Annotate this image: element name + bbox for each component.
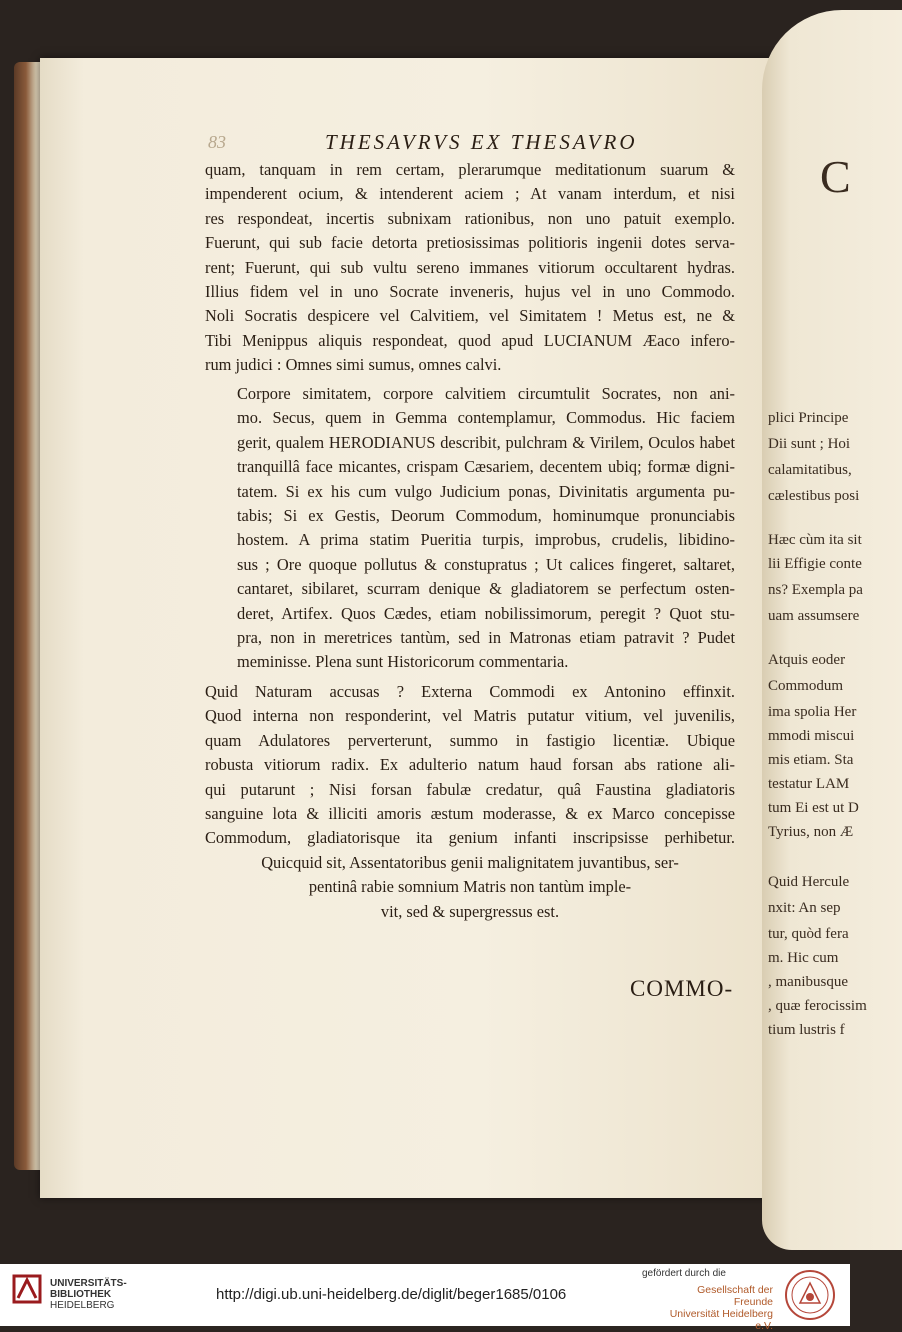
text-line: mo. Secus, quem in Gemma contemplamur, Commodus. Hic faciem bbox=[237, 408, 735, 428]
facing-text-line: Commodum bbox=[768, 678, 844, 694]
text-line: impenderent ocium, & intenderent aciem ; At vanam interdum, et nisi bbox=[205, 184, 735, 204]
text-line: Corpore simitatem, corpore calvitiem circumtulit Socrates, non ani- bbox=[237, 384, 735, 403]
text-line: pentinâ rabie somnium Matris non tantùm imple- bbox=[308, 877, 632, 897]
society-name-line-1: Gesellschaft der Freunde bbox=[697, 1284, 773, 1308]
text-line: tranquillâ face micantes, crispam Cæsariem, decentem ubiq; formæ digni- bbox=[237, 457, 735, 477]
text-line: Quod interna non responderint, vel Matris putatur vitium, vel juvenilis, bbox=[205, 706, 735, 726]
text-line: tabis; Si ex Gestis, Deorum Commodum, hominumque pronunciabis bbox=[237, 505, 735, 525]
text-line: Tibi Menippus aliquis respondeat, quod apud LUCIANUM Æaco infero- bbox=[205, 330, 735, 350]
text-line: robusta vitiorum radix. Ex adulterio natum haud forsan abs ratione ali- bbox=[205, 755, 735, 775]
facing-text-line: plici Principe bbox=[768, 410, 849, 426]
text-line: pra, non in meretrices tantùm, sed in Matronas etiam patravit ? Pudet bbox=[237, 627, 735, 647]
facing-text-line: m. Hic cum bbox=[768, 950, 839, 966]
text-line: vit, sed & supergressus est. bbox=[380, 901, 560, 921]
text-line: Quid Naturam accusas ? Externa Commodi ex Antonino effinxit. bbox=[205, 682, 735, 701]
facing-page bbox=[762, 10, 902, 1250]
society-name bbox=[658, 1284, 773, 1332]
text-line: gerit, qualem HERODIANUS describit, pulchram & Virilem, Oculos habet bbox=[237, 432, 735, 452]
university-library-logo-icon bbox=[12, 1274, 42, 1304]
running-head: THESAVRVS EX THESAVRO bbox=[325, 130, 638, 154]
page-number: 83 bbox=[208, 132, 226, 152]
text-line: Fuerunt, qui sub facie detorta pretiosissimas politioris ingenii dotes serva- bbox=[205, 233, 735, 253]
facing-text-line: calamitatibus, bbox=[768, 462, 852, 478]
text-line: res respondeat, incertis subnixam rationibus, non uno patuit exemplo. bbox=[205, 208, 735, 228]
text-line: Noli Socratis despicere vel Calvitiem, vel Simitatem ! Metus est, ne & bbox=[205, 306, 735, 326]
facing-text-line: ima spolia Her bbox=[768, 704, 857, 720]
text-line: cantaret, sibilaret, scurram denique & gladiatorem se perfectum osten- bbox=[237, 579, 735, 599]
text-line: quam, tanquam in rem certam, plerarumque meditationum suarum & bbox=[205, 160, 735, 179]
funded-by-label: gefördert durch die bbox=[642, 1268, 726, 1279]
facing-initial: C bbox=[820, 151, 851, 202]
facing-text-line: tur, quòd fera bbox=[768, 926, 849, 942]
facing-text-line: ns? Exempla pa bbox=[768, 582, 863, 598]
facing-text-line: mis etiam. Sta bbox=[768, 752, 854, 768]
library-name-line-3: HEIDELBERG bbox=[50, 1300, 115, 1311]
text-line: sus ; Ore quoque pollutus & constupratus ; Ut calices fingeret, saltaret, bbox=[237, 554, 735, 574]
library-name bbox=[50, 1278, 127, 1311]
text-line: tatem. Si ex his cum vulgo Judicium ponas, Divinitatis argumenta pu- bbox=[237, 481, 735, 501]
facing-text-line: , manibusque bbox=[768, 974, 848, 990]
text-line: Illius fidem vel in uno Socrate inveneris, hujus vel in uno Commodo. bbox=[205, 281, 735, 301]
library-name-line-1: UNIVERSITÄTS- bbox=[50, 1278, 127, 1289]
facing-text-line: Dii sunt ; Hoi bbox=[768, 436, 851, 452]
facing-text-line: Quid Hercule bbox=[768, 874, 850, 890]
text-line: deret, Artifex. Quos Cædes, etiam nobilissimorum, peregit ? Quot stu- bbox=[237, 603, 735, 623]
facing-text-line: Atquis eoder bbox=[768, 652, 846, 668]
text-line: hostem. A prima statim Pueritia turpis, improbus, crudelis, libidino- bbox=[237, 530, 735, 550]
facing-text-line: , quæ ferocissim bbox=[768, 998, 867, 1014]
university-seal-icon bbox=[784, 1269, 836, 1321]
text-line: rent; Fuerunt, qui sub vultu sereno immanes vitiorum occultarent hydras. bbox=[205, 257, 735, 277]
facing-text-line: tium lustris f bbox=[768, 1022, 845, 1038]
text-line: qui putarunt ; Nisi forsan fabulæ credatur, quâ Faustina gladiatoris bbox=[205, 779, 735, 799]
text-line: sanguine lota & illiciti amoris æstum moderasse, & ex Marco concepisse bbox=[205, 803, 735, 823]
paragraph-1 bbox=[205, 158, 735, 378]
paragraph-2 bbox=[205, 382, 735, 675]
footer-bar bbox=[0, 1264, 850, 1332]
text-line: rum judici : Omnes simi sumus, omnes calvi. bbox=[205, 355, 502, 375]
text-line: quam Adulatores perverterunt, summo in fastigio licentiæ. Ubique bbox=[205, 730, 735, 750]
text-line: Quicquid sit, Assentatoribus genii malignitatem juvantibus, ser- bbox=[261, 852, 679, 872]
facing-text-line: lii Effigie conte bbox=[768, 556, 862, 572]
permalink-url[interactable]: http://digi.ub.uni-heidelberg.de/diglit/beger1685/0106 bbox=[216, 1286, 567, 1303]
facing-text-line: Tyrius, non Æ bbox=[768, 824, 854, 840]
facing-text-line: mmodi miscui bbox=[768, 728, 855, 744]
society-name-line-2: Universität Heidelberg e.V. bbox=[669, 1308, 773, 1332]
facing-text-line: uam assumsere bbox=[768, 608, 860, 624]
facing-text-line: tum Ei est ut D bbox=[768, 800, 859, 816]
paragraph-3 bbox=[205, 680, 735, 924]
facing-text-line: cælestibus posi bbox=[768, 488, 860, 504]
catchword: COMMO- bbox=[630, 976, 734, 1001]
facing-text-line: nxit: An sep bbox=[768, 900, 841, 916]
library-name-line-2: BIBLIOTHEK bbox=[50, 1289, 112, 1300]
facing-text-line: testatur LAM bbox=[768, 776, 850, 792]
text-line: meminisse. Plena sunt Historicorum commentaria. bbox=[237, 652, 569, 672]
text-line: Commodum, gladiatorisque ita genium infanti inscripsisse perhibetur. bbox=[205, 828, 735, 848]
facing-text-line: Hæc cùm ita sit bbox=[768, 532, 862, 548]
